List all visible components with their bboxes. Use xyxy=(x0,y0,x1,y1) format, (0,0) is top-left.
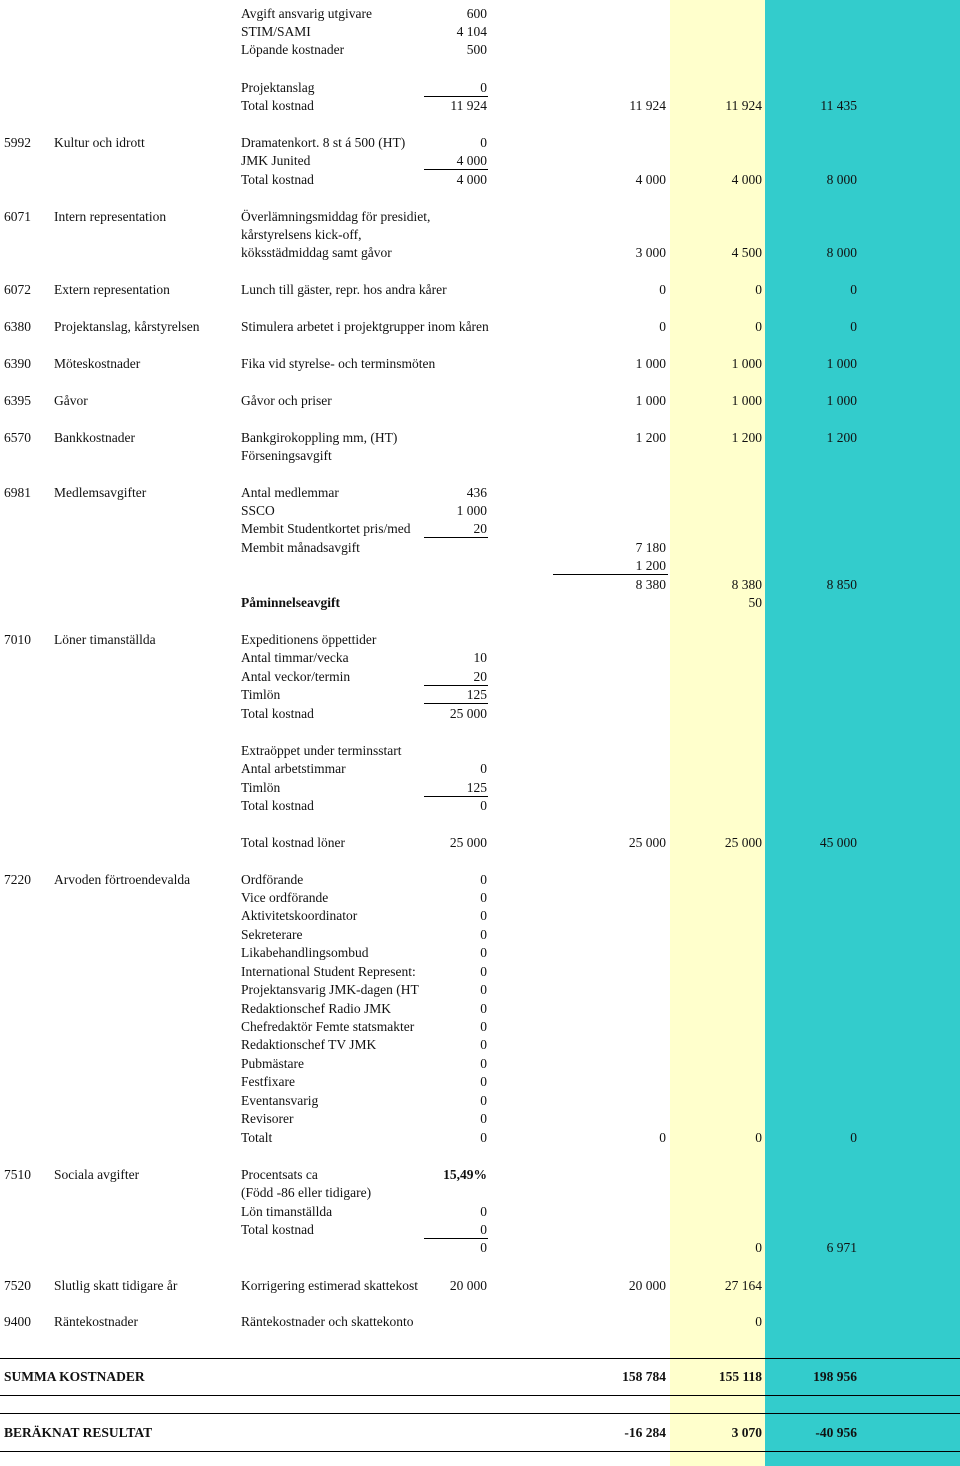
summary-separator-bottom-1 xyxy=(0,1395,960,1396)
line-description: Redaktionschef Radio JMK xyxy=(241,1001,391,1016)
line-description: Sekreterare xyxy=(241,927,303,942)
amount-v2: 8 380 xyxy=(635,577,666,592)
account-number: 6071 xyxy=(4,209,31,224)
amount-v1: 0 xyxy=(480,1093,487,1108)
amount-v4: 0 xyxy=(850,282,857,297)
account-number: 6390 xyxy=(4,356,31,371)
account-name: Projektanslag, kårstyrelsen xyxy=(54,319,200,334)
amount-v2: 7 180 xyxy=(635,540,666,555)
amount-v1: 10 xyxy=(473,650,487,665)
line-description: Antal medlemmar xyxy=(241,485,339,500)
subtotal-underline xyxy=(424,685,488,686)
summary-amount-v2: -16 284 xyxy=(624,1425,666,1440)
amount-v3: 0 xyxy=(755,319,762,334)
line-description: Räntekostnader och skattekonto xyxy=(241,1314,414,1329)
amount-v1: 0 xyxy=(480,1130,487,1145)
line-description: Ordförande xyxy=(241,872,304,887)
line-description: Extraöppet under terminsstart xyxy=(241,743,402,758)
summary-label: SUMMA KOSTNADER xyxy=(4,1369,145,1384)
amount-v4: 8 000 xyxy=(826,245,857,260)
line-description: Lunch till gäster, repr. hos andra kårer xyxy=(241,282,447,297)
account-name: Räntekostnader xyxy=(54,1314,138,1329)
line-description: Påminnelseavgift xyxy=(241,595,340,610)
amount-v1: 0 xyxy=(480,927,487,942)
line-description: Redaktionschef TV JMK xyxy=(241,1037,377,1052)
line-description: Antal veckor/termin xyxy=(241,669,351,684)
amount-v1: 0 xyxy=(480,982,487,997)
line-description: International Student Represent: xyxy=(241,964,416,979)
amount-v1: 20 xyxy=(473,521,487,536)
amount-v3: 4 500 xyxy=(731,245,762,260)
account-name: Arvoden förtroendevalda xyxy=(54,872,191,887)
line-description: Vice ordförande xyxy=(241,890,329,905)
amount-v1: 0 xyxy=(480,1240,487,1255)
summary-separator-bottom-2 xyxy=(0,1451,960,1452)
account-name: Gåvor xyxy=(54,393,88,408)
line-description: Expeditionens öppettider xyxy=(241,632,377,647)
summary-amount-v4: -40 956 xyxy=(815,1425,857,1440)
amount-v4: 8 000 xyxy=(826,172,857,187)
line-description: Totalt xyxy=(241,1130,273,1145)
amount-v1: 4 000 xyxy=(456,153,487,168)
subtotal-underline xyxy=(424,169,488,170)
amount-v4: 0 xyxy=(850,1130,857,1145)
line-description: Gåvor och priser xyxy=(241,393,332,408)
line-description: köksstädmiddag samt gåvor xyxy=(241,245,392,260)
line-description: Stimulera arbetet i projektgrupper inom kåren xyxy=(241,319,489,334)
amount-v1: 20 xyxy=(473,669,487,684)
amount-v3: 0 xyxy=(755,1240,762,1255)
line-description: Antal arbetstimmar xyxy=(241,761,346,776)
summary-amount-v3: 3 070 xyxy=(731,1425,762,1440)
amount-v2: 1 200 xyxy=(635,558,666,573)
line-description: Membit Studentkortet pris/med xyxy=(241,521,411,536)
amount-v1: 436 xyxy=(466,485,487,500)
line-description: Förseningsavgift xyxy=(241,448,332,463)
amount-v1: 25 000 xyxy=(449,835,487,850)
amount-v2: 1 000 xyxy=(635,356,666,371)
subtotal-underline xyxy=(424,96,488,97)
amount-v1: 0 xyxy=(480,1204,487,1219)
amount-v2: 20 000 xyxy=(628,1278,666,1293)
amount-v2: 1 200 xyxy=(635,430,666,445)
amount-v1: 15,49% xyxy=(443,1167,487,1182)
line-description: Bankgirokoppling mm, (HT) xyxy=(241,430,398,445)
amount-v1: 1 000 xyxy=(456,503,487,518)
line-description: Pubmästare xyxy=(241,1056,304,1071)
line-description: Total kostnad xyxy=(241,1222,314,1237)
amount-v1: 0 xyxy=(480,761,487,776)
amount-v1: 0 xyxy=(480,872,487,887)
amount-v1: 4 000 xyxy=(456,172,487,187)
line-description: Membit månadsavgift xyxy=(241,540,360,555)
amount-v1: 0 xyxy=(480,908,487,923)
amount-v2: 4 000 xyxy=(635,172,666,187)
account-name: Medlemsavgifter xyxy=(54,485,147,500)
amount-v2: 0 xyxy=(659,1130,666,1145)
line-description: Timlön xyxy=(241,687,281,702)
amount-v1: 11 924 xyxy=(450,98,487,113)
line-description: Dramatenkort. 8 st á 500 (HT) xyxy=(241,135,406,150)
account-number: 7520 xyxy=(4,1278,31,1293)
amount-v4: 1 000 xyxy=(826,393,857,408)
line-description: Korrigering estimerad skattekost xyxy=(241,1278,418,1293)
line-description: SSCO xyxy=(241,503,275,518)
amount-v3: 4 000 xyxy=(731,172,762,187)
amount-v3: 1 000 xyxy=(731,393,762,408)
amount-v3: 1 200 xyxy=(731,430,762,445)
line-description: Antal timmar/vecka xyxy=(241,650,349,665)
account-name: Extern representation xyxy=(54,282,170,297)
amount-v1: 0 xyxy=(480,1001,487,1016)
line-description: Lön timanställda xyxy=(241,1204,333,1219)
amount-v1: 0 xyxy=(480,1074,487,1089)
line-description: Eventansvarig xyxy=(241,1093,319,1108)
amount-v1: 0 xyxy=(480,80,487,95)
amount-v4: 11 435 xyxy=(820,98,857,113)
amount-v2: 0 xyxy=(659,319,666,334)
subtotal-underline xyxy=(424,703,488,704)
amount-v4: 6 971 xyxy=(826,1240,857,1255)
amount-v1: 125 xyxy=(466,780,487,795)
amount-v2: 0 xyxy=(659,282,666,297)
amount-v3: 25 000 xyxy=(724,835,762,850)
line-description: kårstyrelsens kick-off, xyxy=(241,227,362,242)
amount-v4: 0 xyxy=(850,319,857,334)
amount-v3: 11 924 xyxy=(725,98,762,113)
account-name: Bankkostnader xyxy=(54,430,135,445)
line-description: Total kostnad löner xyxy=(241,835,346,850)
amount-v2: 11 924 xyxy=(629,98,666,113)
amount-v3: 1 000 xyxy=(731,356,762,371)
account-number: 6395 xyxy=(4,393,31,408)
summary-separator-top-1 xyxy=(0,1358,960,1359)
amount-v1: 25 000 xyxy=(449,706,487,721)
account-name: Sociala avgifter xyxy=(54,1167,140,1182)
amount-v1: 0 xyxy=(480,798,487,813)
summary-amount-v2: 158 784 xyxy=(622,1369,666,1384)
account-number: 6570 xyxy=(4,430,31,445)
amount-v4: 1 200 xyxy=(826,430,857,445)
subtotal-underline xyxy=(553,574,668,575)
subtotal-underline xyxy=(424,537,488,538)
line-description: (Född -86 eller tidigare) xyxy=(241,1185,372,1200)
amount-v1: 0 xyxy=(480,964,487,979)
line-description: Överlämningsmiddag för presidiet, xyxy=(241,209,431,224)
amount-v3: 50 xyxy=(748,595,762,610)
line-description: Revisorer xyxy=(241,1111,294,1126)
line-description: Total kostnad xyxy=(241,98,314,113)
line-description: Aktivitetskoordinator xyxy=(241,908,358,923)
amount-v1: 125 xyxy=(466,687,487,702)
line-description: Total kostnad xyxy=(241,172,314,187)
summary-amount-v4: 198 956 xyxy=(813,1369,857,1384)
amount-v2: 25 000 xyxy=(628,835,666,850)
amount-v1: 0 xyxy=(480,1111,487,1126)
line-description: Total kostnad xyxy=(241,798,314,813)
account-number: 6072 xyxy=(4,282,31,297)
line-description: Total kostnad xyxy=(241,706,314,721)
amount-v2: 3 000 xyxy=(635,245,666,260)
amount-v1: 500 xyxy=(466,42,487,57)
amount-v2: 1 000 xyxy=(635,393,666,408)
account-number: 7010 xyxy=(4,632,31,647)
amount-v1: 0 xyxy=(480,945,487,960)
account-number: 6380 xyxy=(4,319,31,334)
account-name: Kultur och idrott xyxy=(54,135,145,150)
line-description: Projektansvarig JMK-dagen (HT xyxy=(241,982,419,997)
amount-v3: 27 164 xyxy=(724,1278,762,1293)
account-number: 5992 xyxy=(4,135,31,150)
amount-v1: 0 xyxy=(480,890,487,905)
amount-v1: 0 xyxy=(480,1222,487,1237)
line-description: Fika vid styrelse- och terminsmöten xyxy=(241,356,436,371)
amount-v4: 45 000 xyxy=(819,835,857,850)
amount-v4: 1 000 xyxy=(826,356,857,371)
account-name: Möteskostnader xyxy=(54,356,141,371)
account-number: 7510 xyxy=(4,1167,31,1182)
line-description: Procentsats ca xyxy=(241,1167,318,1182)
account-name: Intern representation xyxy=(54,209,167,224)
line-description: Chefredaktör Femte statsmakter xyxy=(241,1019,415,1034)
account-name: Slutlig skatt tidigare år xyxy=(54,1278,178,1293)
amount-v1: 0 xyxy=(480,1056,487,1071)
amount-v3: 0 xyxy=(755,1130,762,1145)
amount-v1: 0 xyxy=(480,1019,487,1034)
summary-separator-top-2 xyxy=(0,1413,960,1414)
line-description: Likabehandlingsombud xyxy=(241,945,369,960)
account-number: 7220 xyxy=(4,872,31,887)
amount-v3: 8 380 xyxy=(731,577,762,592)
amount-v1: 4 104 xyxy=(456,24,487,39)
line-description: Löpande kostnader xyxy=(241,42,345,57)
account-number: 9400 xyxy=(4,1314,31,1329)
amount-v4: 8 850 xyxy=(826,577,857,592)
line-description: Festfixare xyxy=(241,1074,295,1089)
amount-v3: 0 xyxy=(755,1314,762,1329)
amount-v1: 20 000 xyxy=(449,1278,487,1293)
line-description: STIM/SAMI xyxy=(241,24,311,39)
amount-v1: 600 xyxy=(466,6,487,21)
amount-v1: 0 xyxy=(480,135,487,150)
summary-label: BERÄKNAT RESULTAT xyxy=(4,1425,153,1440)
account-number: 6981 xyxy=(4,485,31,500)
line-description: Projektanslag xyxy=(241,80,315,95)
line-description: Timlön xyxy=(241,780,281,795)
line-description: JMK Junited xyxy=(241,153,311,168)
amount-v1: 0 xyxy=(480,1037,487,1052)
account-name: Löner timanställda xyxy=(54,632,156,647)
summary-amount-v3: 155 118 xyxy=(718,1369,762,1384)
subtotal-underline xyxy=(424,1238,488,1239)
line-description: Avgift ansvarig utgivare xyxy=(241,6,372,21)
amount-v3: 0 xyxy=(755,282,762,297)
subtotal-underline xyxy=(424,796,488,797)
